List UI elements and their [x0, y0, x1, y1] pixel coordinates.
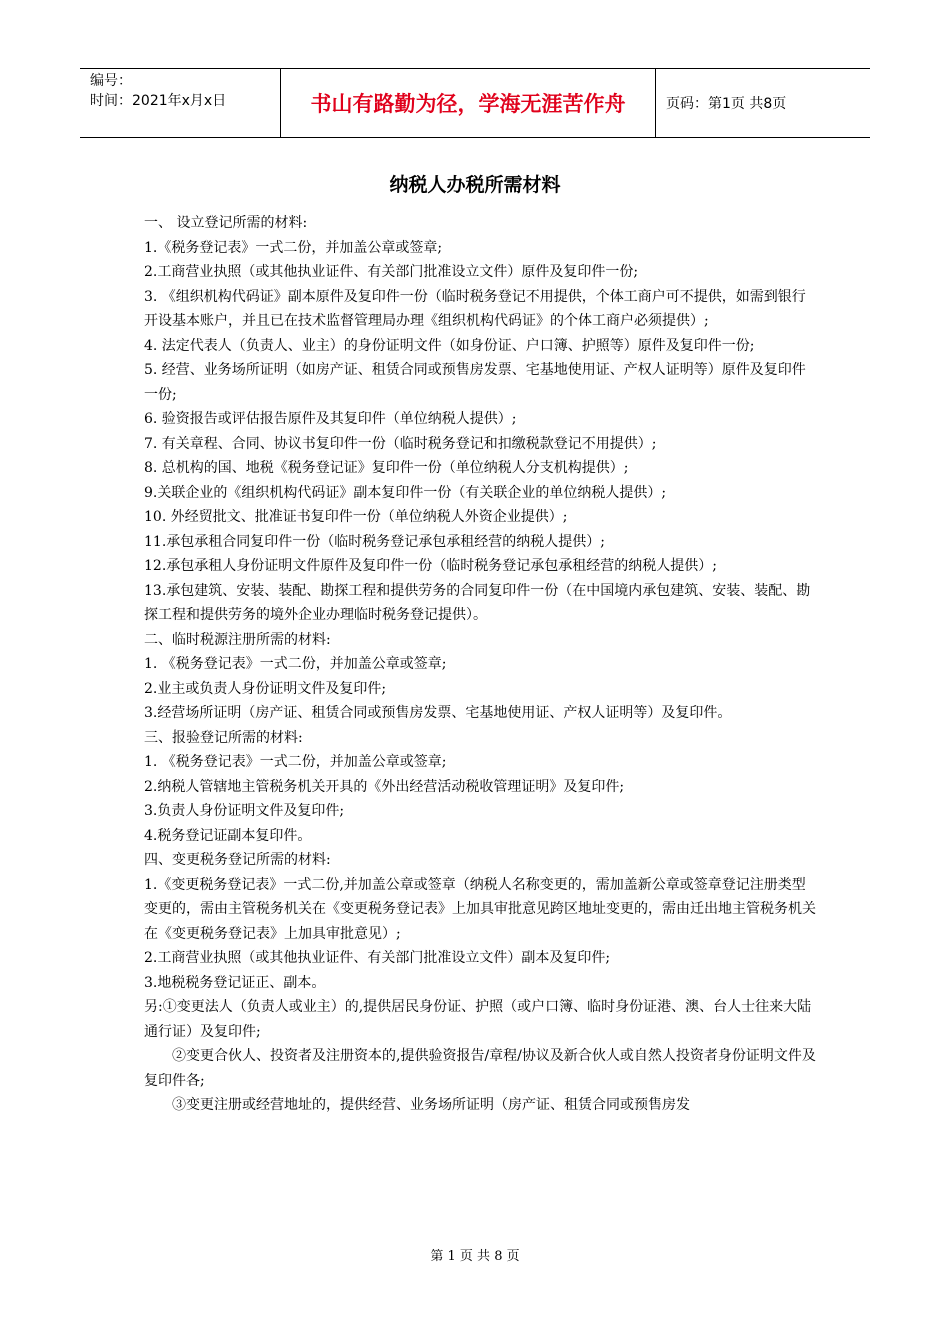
- list-item: 1.《税务登记表》一式二份，并加盖公章或签章;: [144, 239, 443, 256]
- list-item: 另:①变更法人（负责人或业主）的,提供居民身份证、护照（或户口簿、临时身份证港、澳、台人士往来大陆通行证）及复印件;: [144, 999, 812, 1040]
- indented-paragraph: ③变更注册或经营地址的，提供经营、业务场所证明（房产证、租赁合同或预售房发: [172, 1097, 690, 1113]
- list-item: 3.经营场所证明（房产证、租赁合同或预售房发票、宅基地使用证、产权人证明等）及复印件。: [144, 705, 732, 721]
- header-motto: 书山有路勤为径，学海无涯苦作舟: [280, 69, 656, 137]
- list-item: 12.承包承租人身份证明文件原件及复印件一份（临时税务登记承包承租经营的纳税人提供）;: [144, 558, 717, 574]
- list-item: 1.《变更税务登记表》一式二份,并加盖公章或签章（纳税人名称变更的，需加盖新公章或签章登记注册类型变更的，需由主管税务机关在《变更税务登记表》上加具审批意见跨区地址变更的，需由迁出地主管税务机关在《变更税务登记表》上加具审批意见）;: [144, 876, 816, 942]
- document-number: 编号：: [90, 73, 132, 89]
- list-item: 2.工商营业执照（或其他执业证件、有关部门批准设立文件）原件及复印件一份;: [144, 264, 639, 280]
- section-heading: 二、临时税源注册所需的材料:: [144, 631, 331, 648]
- page-footer: 第 1 页 共 8 页: [430, 1249, 520, 1264]
- list-item: 4. 法定代表人（负责人、业主）的身份证明文件（如身份证、户口簿、护照等）原件及复印件一份;: [144, 337, 755, 354]
- list-item: 3. 《组织机构代码证》副本原件及复印件一份（临时税务登记不用提供，个体工商户可不提供，如需到银行开设基本账户，并且已在技术监督管理局办理《组织机构代码证》的个体工商户必须提供）;: [144, 288, 806, 329]
- list-item: 4.税务登记证副本复印件。: [144, 827, 312, 844]
- list-item: 2.业主或负责人身份证明文件及复印件;: [144, 680, 387, 697]
- list-item: 2.工商营业执照（或其他执业证件、有关部门批准设立文件）副本及复印件;: [144, 950, 611, 966]
- list-item: 7. 有关章程、合同、协议书复印件一份（临时税务登记和扣缴税款登记不用提供）;: [144, 435, 657, 452]
- list-item: 1. 《税务登记表》一式二份，并加盖公章或签章;: [144, 754, 447, 770]
- list-item: 3.负责人身份证明文件及复印件;: [144, 803, 345, 819]
- header-page-info: 页码：第1页 共8页: [666, 96, 787, 112]
- section-heading: 四、变更税务登记所需的材料:: [144, 852, 331, 868]
- list-item: 11.承包承租合同复印件一份（临时税务登记承包承租经营的纳税人提供）;: [144, 533, 605, 550]
- list-item: 13.承包建筑、安装、装配、勘探工程和提供劳务的合同复印件一份（在中国境内承包建筑、安装、装配、勘探工程和提供劳务的境外企业办理临时税务登记提供）。: [144, 582, 811, 623]
- header-left: [80, 69, 280, 137]
- section-heading: 一、 设立登记所需的材料:: [144, 215, 308, 231]
- list-item: 5. 经营、业务场所证明（如房产证、租赁合同或预售房发票、宅基地使用证、产权人证明等）原件及复印件一份;: [144, 362, 806, 403]
- list-item: 8. 总机构的国、地税《税务登记证》复印件一份（单位纳税人分支机构提供）;: [144, 460, 629, 476]
- list-item: 3.地税税务登记证正、副本。: [144, 974, 326, 991]
- document-body: [144, 211, 816, 1118]
- list-item: 10. 外经贸批文、批准证书复印件一份（单位纳税人外资企业提供）;: [144, 509, 568, 525]
- list-item: 6. 验资报告或评估报告原件及其复印件（单位纳税人提供）;: [144, 411, 517, 427]
- indented-paragraph: ②变更合伙人、投资者及注册资本的,提供验资报告/章程/协议及新合伙人或自然人投资者身份证明文件及复印件各;: [144, 1048, 816, 1089]
- page-header: [80, 68, 870, 138]
- section-heading: 三、报验登记所需的材料:: [144, 729, 303, 746]
- list-item: 9.关联企业的《组织机构代码证》副本复印件一份（有关联企业的单位纳税人提供）;: [144, 484, 667, 501]
- document-time: 时间：2021年x月x日: [90, 93, 227, 109]
- list-item: 1. 《税务登记表》一式二份，并加盖公章或签章;: [144, 656, 447, 672]
- document-title: 纳税人办税所需材料: [389, 174, 561, 196]
- list-item: 2.纳税人管辖地主管税务机关开具的《外出经营活动税收管理证明》及复印件;: [144, 778, 625, 795]
